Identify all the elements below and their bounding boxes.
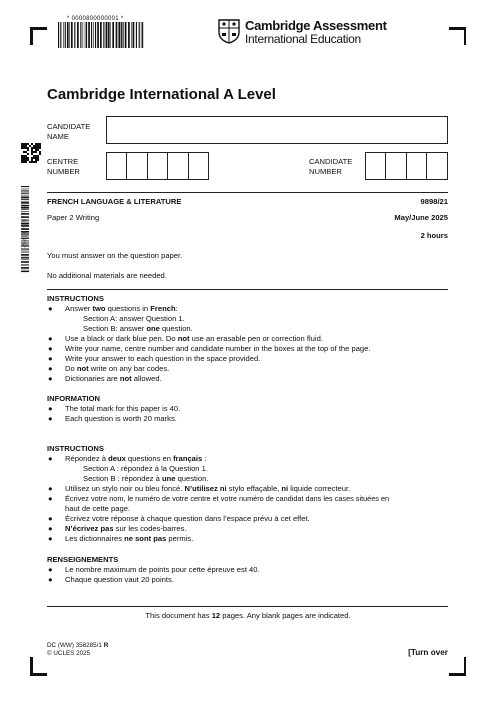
serial-number: * 0000800000001 * [67,16,124,22]
candidate-name-label: CANDIDATE NAME [47,122,91,141]
page-title: Cambridge International A Level [47,86,276,103]
list-subitem: Section A: answer Question 1. [83,314,185,323]
centre-number-cell [148,152,168,180]
note: No additional materials are needed. [47,271,167,280]
crop-mark-top-left [30,27,33,45]
crop-mark-bottom-right [464,657,467,675]
rule [47,606,448,607]
list-subitem: Section B : répondez à une question. [83,474,209,483]
centre-number-cell [106,152,127,180]
note: You must answer on the question paper. [47,251,183,260]
crop-mark-bottom-left [30,657,33,675]
turn-over: [Turn over [408,648,448,657]
candidate-number-cell [407,152,427,180]
rule [47,192,448,193]
information-heading: INFORMATION [47,394,101,403]
paper-code: 9898/21 [420,197,448,206]
brand-line-2: International Education [245,32,361,46]
instructions-heading: INSTRUCTIONS [47,444,104,453]
candidate-name-field[interactable] [106,116,448,144]
rule [47,289,448,290]
brand-line-1: Cambridge Assessment [245,18,387,33]
crop-mark-bottom-left [30,673,47,676]
document-reference: DC (WW) 358285/1 R [47,642,109,649]
crop-mark-top-left [30,27,47,30]
paper-name: Paper 2 Writing [47,213,100,222]
crop-mark-top-right [464,27,467,45]
candidate-number-cell [365,152,386,180]
centre-number-cell [127,152,148,180]
centre-number-label: CENTRE NUMBER [47,157,80,176]
instructions-heading: INSTRUCTIONS [47,294,104,303]
crest-icon [218,19,240,44]
top-barcode [58,22,144,48]
candidate-number-label: CANDIDATE NUMBER [309,157,353,176]
list-subitem: Section B: answer one question. [83,324,193,333]
duration: 2 hours [420,231,448,240]
copyright: © UCLES 2025 [47,650,91,657]
qr-code [21,143,41,163]
list-subitem: Section A : répondez à la Question 1. [83,464,208,473]
session: May/June 2025 [394,213,448,222]
page-count: This document has 12 pages. Any blank pages are indicated. [145,611,351,620]
information-heading: RENSEIGNEMENTS [47,555,119,564]
side-code: * 1 2 4 1 5 4 9 0 7 5 * [21,205,27,248]
centre-number-cell [168,152,189,180]
candidate-number-cell [386,152,407,180]
subject: FRENCH LANGUAGE & LITERATURE [47,197,182,206]
